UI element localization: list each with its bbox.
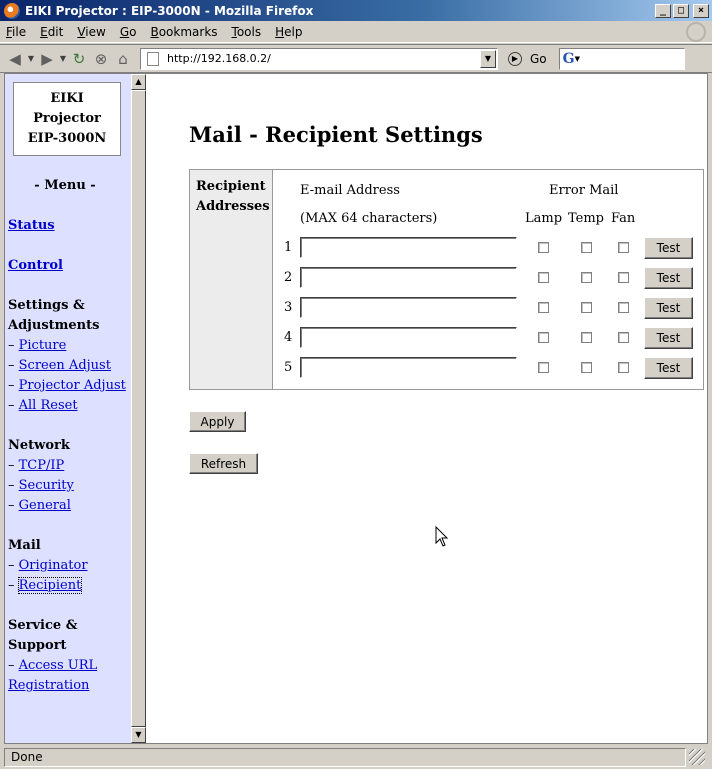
email-input-3[interactable] <box>300 297 517 318</box>
logo-product: Projector <box>33 111 101 126</box>
sidebar-link-screen-adjust[interactable]: Screen Adjust <box>18 358 111 373</box>
sidebar-item-all-reset <box>8 398 78 413</box>
lamp-column-header: Lamp <box>525 211 563 226</box>
sidebar-item-general <box>8 498 71 513</box>
test-button-2[interactable]: Test <box>644 267 693 289</box>
row-number: 3 <box>284 300 293 315</box>
network-heading: Network <box>8 438 70 453</box>
test-button-5[interactable]: Test <box>644 357 693 379</box>
search-box[interactable] <box>559 48 685 70</box>
email-address-header: E-mail Address <box>300 183 400 198</box>
back-icon[interactable]: ◀ <box>9 49 21 68</box>
email-input-5[interactable] <box>300 357 517 378</box>
sidebar-link-control[interactable]: Control <box>8 258 63 273</box>
window-title-bar[interactable] <box>0 0 712 21</box>
menu-edit[interactable]: Edit <box>40 24 64 39</box>
lamp-checkbox-2[interactable] <box>538 272 549 283</box>
reload-icon[interactable]: ↻ <box>72 49 86 68</box>
test-button-4[interactable]: Test <box>644 327 693 349</box>
sidebar-link-general[interactable]: General <box>18 498 71 513</box>
email-input-1[interactable] <box>300 237 517 258</box>
go-arrow-icon: ▶ <box>508 52 522 66</box>
sidebar-item-projector-adjust <box>8 378 126 393</box>
sidebar-link-picture[interactable]: Picture <box>18 338 67 353</box>
page-content <box>4 73 708 744</box>
sidebar-link-recipient[interactable]: Recipient <box>18 578 82 593</box>
temp-checkbox-2[interactable] <box>581 272 592 283</box>
recipient-row-5 <box>273 357 703 381</box>
go-button[interactable] <box>508 52 547 66</box>
settings-heading <box>8 296 99 336</box>
page-title: Mail - Recipient Settings <box>189 122 483 147</box>
firefox-icon <box>4 3 20 19</box>
email-input-4[interactable] <box>300 327 517 348</box>
scroll-thumb[interactable] <box>131 90 146 727</box>
menu-file[interactable]: File <box>6 24 27 39</box>
dash: – <box>8 398 15 413</box>
temp-checkbox-5[interactable] <box>581 362 592 373</box>
forward-dropdown-icon[interactable]: ▼ <box>59 54 67 63</box>
row-number: 2 <box>284 270 293 285</box>
dash: – <box>8 658 15 673</box>
maximize-button[interactable]: □ <box>673 4 689 18</box>
lamp-checkbox-1[interactable] <box>538 242 549 253</box>
row-number: 4 <box>284 330 293 345</box>
sidebar-item-registration <box>8 678 89 693</box>
temp-checkbox-1[interactable] <box>581 242 592 253</box>
test-button-1[interactable]: Test <box>644 237 693 259</box>
sidebar-item-recipient <box>8 578 81 593</box>
menu-bookmarks[interactable]: Bookmarks <box>150 24 218 39</box>
sidebar-scrollbar[interactable] <box>131 74 146 743</box>
recipient-row-1 <box>273 237 703 261</box>
go-label: Go <box>530 51 547 66</box>
mouse-pointer-icon <box>435 526 449 548</box>
menu-bar <box>0 21 712 43</box>
dash: – <box>8 498 15 513</box>
sidebar-menu <box>5 74 131 743</box>
row-number: 1 <box>284 240 293 255</box>
recipient-row-4 <box>273 327 703 351</box>
mail-heading: Mail <box>8 538 41 553</box>
sidebar-link-all-reset[interactable]: All Reset <box>18 398 78 413</box>
product-logo-box <box>13 82 121 156</box>
fan-checkbox-5[interactable] <box>618 362 629 373</box>
sidebar-item-access-url <box>8 658 97 673</box>
sidebar-link-security[interactable]: Security <box>18 478 74 493</box>
fan-column-header: Fan <box>611 211 636 226</box>
sidebar-item-screen-adjust <box>8 358 111 373</box>
dash: – <box>8 478 15 493</box>
logo-model: EIP-3000N <box>27 131 107 146</box>
sidebar-item-originator <box>8 558 88 573</box>
error-mail-header: Error Mail <box>549 183 619 198</box>
label-line2: Addresses <box>196 199 270 214</box>
menu-help[interactable]: Help <box>275 24 303 39</box>
url-bar[interactable] <box>140 48 498 70</box>
page-icon <box>147 52 159 66</box>
recipient-row-2 <box>273 267 703 291</box>
sidebar-item-tcpip <box>8 458 64 473</box>
stop-icon[interactable]: ⊗ <box>94 49 108 68</box>
max-characters-note: (MAX 64 characters) <box>300 211 438 226</box>
service-heading-line1: Service & <box>8 618 78 633</box>
recipient-settings-table <box>189 169 704 390</box>
label-line1: Recipient <box>196 179 266 194</box>
settings-heading-line2: Adjustments <box>8 318 100 333</box>
fan-checkbox-1[interactable] <box>618 242 629 253</box>
logo-brand: EIKI <box>50 91 84 106</box>
back-dropdown-icon[interactable]: ▼ <box>27 54 35 63</box>
refresh-button[interactable]: Refresh <box>189 453 258 474</box>
temp-checkbox-3[interactable] <box>581 302 592 313</box>
sidebar-item-security <box>8 478 74 493</box>
lamp-checkbox-5[interactable] <box>538 362 549 373</box>
main-panel <box>147 74 707 743</box>
status-text: Done <box>4 748 686 767</box>
recipient-row-3 <box>273 297 703 321</box>
sidebar-link-status[interactable]: Status <box>8 218 55 233</box>
menu-go[interactable]: Go <box>119 24 137 39</box>
search-dropdown-icon[interactable]: ▼ <box>574 54 580 63</box>
forward-icon[interactable]: ▶ <box>41 49 53 68</box>
fan-checkbox-3[interactable] <box>618 302 629 313</box>
recipient-addresses-label <box>190 170 273 389</box>
lamp-checkbox-3[interactable] <box>538 302 549 313</box>
dash: – <box>8 378 15 393</box>
temp-column-header: Temp <box>568 211 605 226</box>
settings-heading-line1: Settings & <box>8 298 85 313</box>
lamp-checkbox-4[interactable] <box>538 332 549 343</box>
scroll-up-icon[interactable]: ▲ <box>131 74 146 90</box>
email-input-2[interactable] <box>300 267 517 288</box>
sidebar-link-access-url[interactable]: Access URL <box>18 658 98 673</box>
scroll-down-icon[interactable]: ▼ <box>131 727 146 743</box>
url-input[interactable] <box>167 50 480 68</box>
dash: – <box>8 458 15 473</box>
status-bar <box>0 745 712 769</box>
close-button[interactable]: × <box>693 4 709 18</box>
fan-checkbox-4[interactable] <box>618 332 629 343</box>
dash: – <box>8 558 15 573</box>
window-title: EIKI Projector : EIP-3000N - Mozilla Firefox <box>25 3 314 18</box>
home-icon[interactable]: ⌂ <box>118 49 128 68</box>
row-number: 5 <box>284 360 293 375</box>
navigation-toolbar <box>0 44 712 73</box>
minimize-button[interactable]: _ <box>655 4 671 18</box>
menu-view[interactable]: View <box>77 24 106 39</box>
menu-tools[interactable]: Tools <box>231 24 262 39</box>
google-icon[interactable]: G <box>562 50 575 67</box>
menu-heading: - Menu - <box>34 178 96 193</box>
sidebar-item-picture <box>8 338 66 353</box>
service-heading <box>8 616 77 656</box>
sidebar-link-originator[interactable]: Originator <box>18 558 88 573</box>
sidebar-link-projector-adjust[interactable]: Projector Adjust <box>18 378 126 393</box>
apply-button[interactable]: Apply <box>189 411 246 432</box>
resize-grip-icon[interactable] <box>689 749 705 765</box>
temp-checkbox-4[interactable] <box>581 332 592 343</box>
service-heading-line2: Support <box>8 638 67 653</box>
sidebar-link-tcpip[interactable]: TCP/IP <box>18 458 65 473</box>
url-dropdown-icon[interactable]: ▼ <box>480 50 496 68</box>
dash: – <box>8 358 15 373</box>
sidebar-link-registration[interactable]: Registration <box>8 678 90 693</box>
dash: – <box>8 578 15 593</box>
fan-checkbox-2[interactable] <box>618 272 629 283</box>
test-button-3[interactable]: Test <box>644 297 693 319</box>
dash: – <box>8 338 15 353</box>
throbber-icon <box>686 22 706 42</box>
